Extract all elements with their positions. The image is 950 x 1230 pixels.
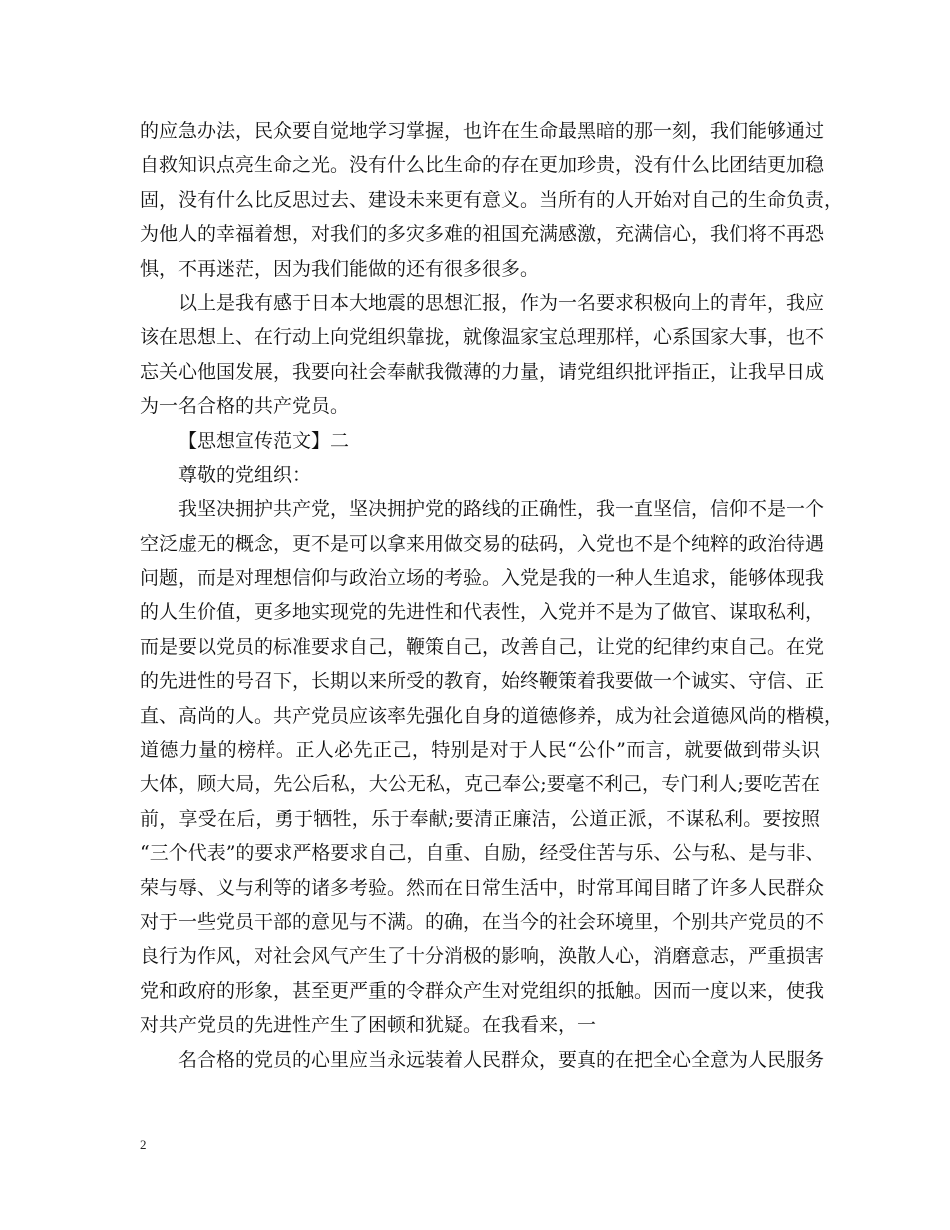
text-line: 空泛虚无的概念，更不是可以拿来用做交易的砝码，入党也不是个纯粹的政治待遇	[140, 532, 825, 555]
text-line: 大体，顾大局，先公后私，大公无私，克己奉公;要毫不利己，专门利人;要吃苦在	[140, 773, 820, 796]
text-line: 自救知识点亮生命之光。没有什么比生命的存在更加珍贵，没有什么比团结更加稳	[140, 154, 825, 177]
paragraph	[140, 1043, 825, 1077]
paragraph	[140, 114, 844, 286]
text-line: 惧，不再迷茫，因为我们能做的还有很多很多。	[140, 257, 540, 280]
text-line: 的应急办法，民众要自觉地学习掌握，也许在生命最黑暗的那一刻，我们能够通过	[140, 120, 825, 142]
text-line: 荣与辱、义与利等的诸多考验。然而在日常生活中，时常耳闻目睹了许多人民群众	[140, 876, 825, 899]
paragraph	[140, 424, 820, 458]
text-line: 尊敬的党组织：	[178, 463, 312, 486]
paragraph	[140, 286, 825, 424]
text-line: 的人生价值，更多地实现党的先进性和代表性，入党并不是为了做官、谋取私利，	[140, 601, 825, 624]
text-line: 问题，而是对理想信仰与政治立场的考验。入党是我的一种人生追求，能够体现我	[140, 567, 825, 590]
text-line: 以上是我有感于日本大地震的思想汇报，作为一名要求积极向上的青年，我应	[178, 291, 825, 314]
text-line: 党和政府的形象，甚至更严重的令群众产生对党组织的抵触。因而一度以来，使我	[140, 979, 825, 1002]
text-line: 名合格的党员的心里应当永远装着人民群众，要真的在把全心全意为人民服务	[178, 1048, 825, 1071]
text-line: 忘关心他国发展，我要向社会奉献我微薄的力量，请党组织批评指正，让我早日成	[140, 360, 825, 383]
text-line: 为他人的幸福着想，对我们的多灾多难的祖国充满感激，充满信心，我们将不再恐	[140, 223, 825, 246]
text-line: 道德力量的榜样。正人必先正己，特别是对于人民“公仆”而言，就要做到带头识	[140, 739, 820, 762]
document-body	[140, 114, 844, 1077]
text-line: 我坚决拥护共产党，坚决拥护党的路线的正确性，我一直坚信，信仰不是一个	[178, 498, 825, 521]
text-line: 直、高尚的人。共产党员应该率先强化自身的道德修养，成为社会道德风尚的楷模，	[140, 704, 844, 727]
text-line: 的先进性的号召下，长期以来所受的教育，始终鞭策着我要做一个诚实、守信、正	[140, 670, 825, 693]
text-line: 对于一些党员干部的意见与不满。的确，在当今的社会环境里，个别共产党员的不	[140, 910, 825, 933]
text-line: 前，享受在后，勇于牺牲，乐于奉献;要清正廉洁，公道正派，不谋私利。要按照	[140, 807, 820, 830]
text-line: 该在思想上、在行动上向党组织靠拢，就像温家宝总理那样，心系国家大事，也不	[140, 326, 825, 349]
paragraph	[140, 458, 820, 492]
page-number: 2	[140, 1137, 147, 1152]
text-line: 对共产党员的先进性产生了困顿和犹疑。在我看来，一	[140, 1014, 597, 1037]
text-line: 为一名合格的共产党员。	[140, 395, 350, 418]
text-line: 而是要以党员的标准要求自己，鞭策自己，改善自己，让党的纪律约束自己。在党	[140, 635, 825, 658]
text-line: 【思想宣传范文】二	[178, 429, 350, 452]
text-line: 良行为作风，对社会风气产生了十分消极的影响，涣散人心，消磨意志，严重损害	[140, 945, 825, 968]
text-line: “三个代表”的要求严格要求自己，自重、自励，经受住苦与乐、公与私、是与非、	[140, 842, 825, 865]
paragraph	[140, 492, 844, 1042]
text-line: 固，没有什么比反思过去、建设未来更有意义。当所有的人开始对自己的生命负责，	[140, 188, 844, 211]
